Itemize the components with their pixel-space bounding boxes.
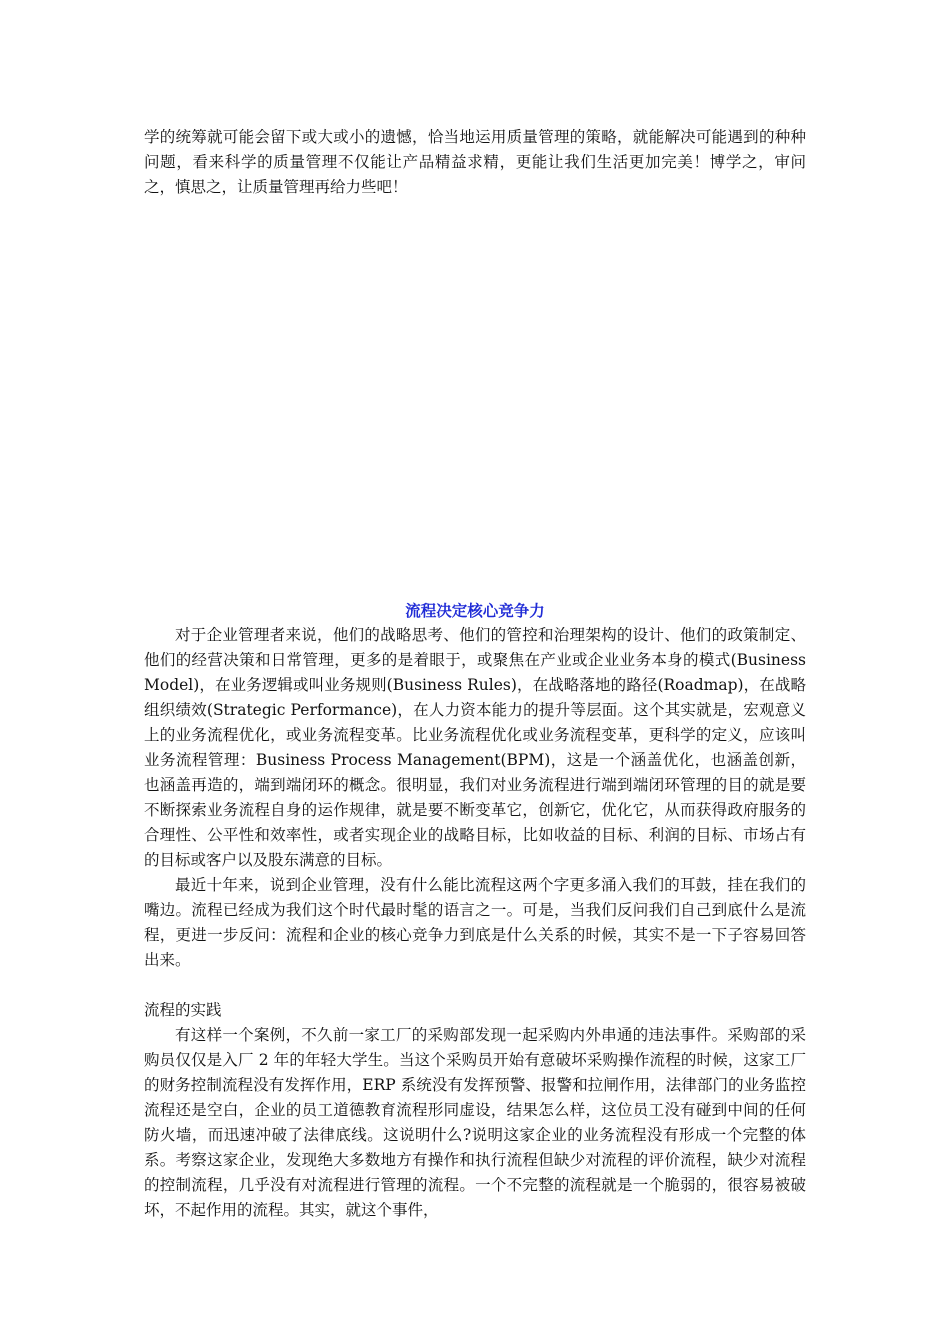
body-paragraph-1: 对于企业管理者来说，他们的战略思考、他们的管控和治理架构的设计、他们的政策制定、他们的经营决策和日常管理，更多的是着眼于，或聚焦在产业或企业业务本身的模式(Business Model)，在业务逻辑或叫业务规则(Business Rules)，在战略落地的路径(Roadmap)，在战略组织绩效(Strategic Performance)，在人力资本能力的提升等层面。这个其实就是，宏观意义上的业务流程优化，或业务流程变革。比业务流程优化或业务流程变革，更科学的定义，应该叫业务流程管理：Business Process Management(BPM)，这是一个涵盖优化，也涵盖创新，也涵盖再造的，端到端闭环的概念。很明显，我们对业务流程进行端到端闭环管理的目的就是要不断探索业务流程自身的运作规律，就是要不断变革它，创新它，优化它，从而获得政府服务的合理性、公平性和效率性，或者实现企业的战略目标，比如收益的目标、利润的目标、市场占有的目标或客户以及股东满意的目标。 xyxy=(144,626,806,869)
continuation-block xyxy=(144,125,806,200)
section-heading: 流程的实践 xyxy=(144,1001,222,1019)
continuation-paragraph: 学的统筹就可能会留下或大或小的遗憾，恰当地运用质量管理的策略，就能解决可能遇到的种种问题，看来科学的质量管理不仅能让产品精益求精，更能让我们生活更加完美！博学之，审问之，慎思之，让质量管理再给力些吧！ xyxy=(144,128,806,196)
article-body xyxy=(144,623,806,1223)
article-title: 流程决定核心竞争力 xyxy=(405,601,545,620)
section-paragraph: 有这样一个案例，不久前一家工厂的采购部发现一起采购内外串通的违法事件。采购部的采购员仅仅是入厂 2 年的年轻大学生。当这个采购员开始有意破坏采购操作流程的时候，这家工厂的财务控制流程没有发挥作用，ERP 系统没有发挥预警、报警和拉闸作用，法律部门的业务监控流程还是空白，企业的员工道德教育流程形同虚设，结果怎么样，这位员工没有碰到中间的任何防火墙，而迅速冲破了法律底线。这说明什么?说明这家企业的业务流程没有形成一个完整的体系。考察这家企业，发现绝大多数地方有操作和执行流程但缺少对流程的评价流程，缺少对流程的控制流程，几乎没有对流程进行管理的流程。一个不完整的流程就是一个脆弱的，很容易被破坏，不起作用的流程。其实，就这个事件， xyxy=(144,1026,806,1219)
body-paragraph-2: 最近十年来，说到企业管理，没有什么能比流程这两个字更多涌入我们的耳鼓，挂在我们的嘴边。流程已经成为我们这个时代最时髦的语言之一。可是，当我们反问我们自己到底什么是流程，更进一步反问：流程和企业的核心竞争力到底是什么关系的时候，其实不是一下子容易回答出来。 xyxy=(144,876,806,969)
